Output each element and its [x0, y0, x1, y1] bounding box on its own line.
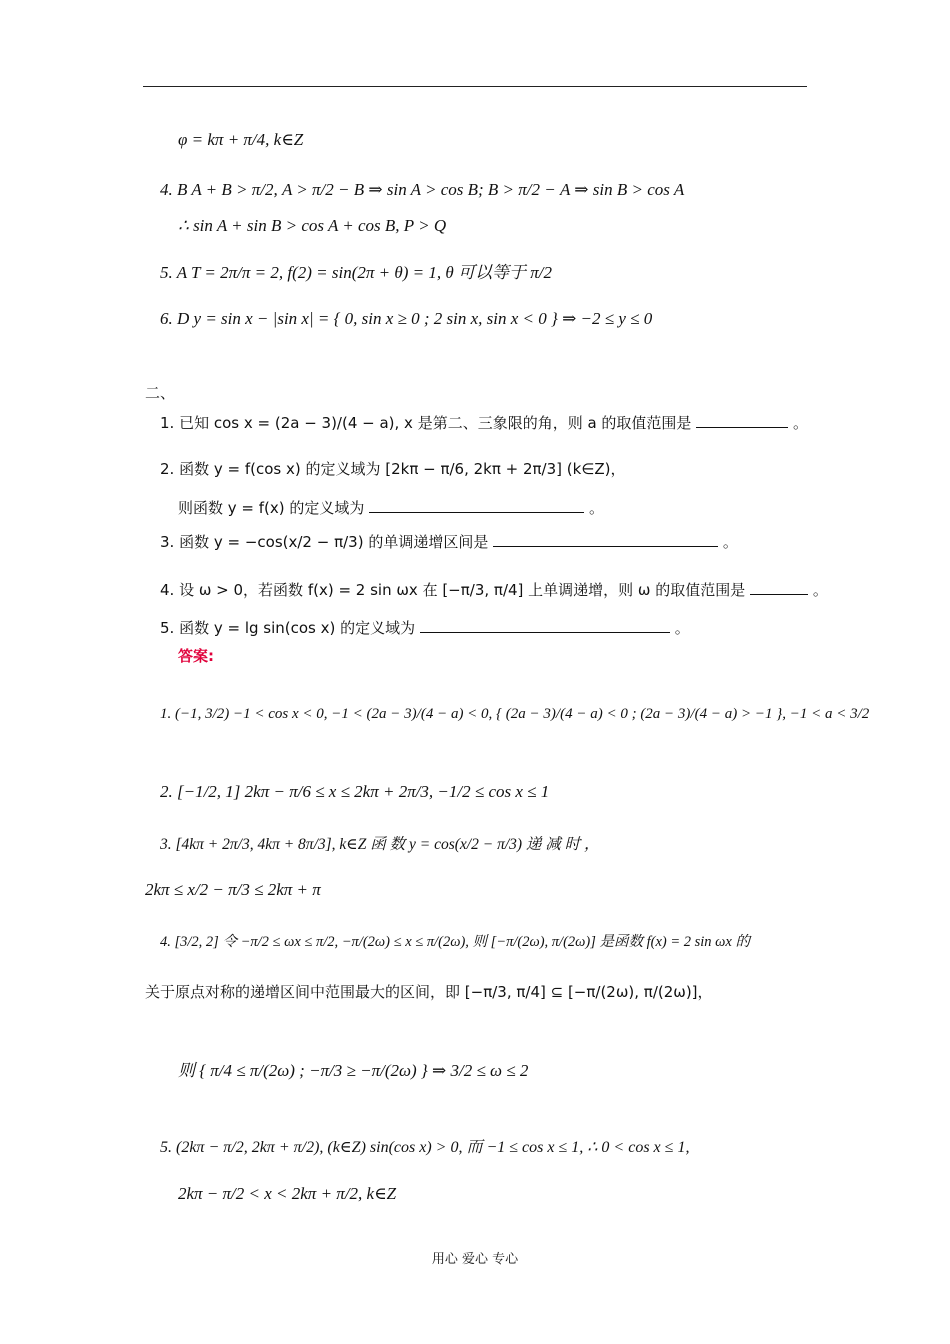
question-4-blank[interactable] — [750, 580, 808, 595]
question-5-text: 5. 函数 y = lg sin(cos x) 的定义域为 — [160, 619, 416, 637]
answer-2: 2. [−1/2, 1] 2kπ − π/6 ≤ x ≤ 2kπ + 2π/3, −1/2 ≤ cos x ≤ 1 — [160, 782, 550, 801]
question-5-period: 。 — [674, 619, 690, 637]
answer-4: 4. [3/2, 2] 令 −π/2 ≤ ωx ≤ π/2, −π/(2ω) ≤ x ≤ π/(2ω), 则 [−π/(2ω), π/(2ω)] 是函数 f(x) = 2 sin ωx 的 — [160, 934, 750, 950]
prev-answer-4: 4. B A + B > π/2, A > π/2 − B ⇒ sin A > cos B; B > π/2 − A ⇒ sin B > cos A — [160, 180, 685, 199]
prev-answer-5: 5. A T = 2π/π = 2, f(2) = sin(2π + θ) = 1, θ 可以等于 π/2 — [160, 263, 552, 282]
question-3-blank[interactable] — [493, 532, 718, 547]
answers-title: 答案: — [178, 647, 214, 665]
question-2-followup-text: 则函数 y = f(x) 的定义域为 — [178, 499, 365, 517]
question-4-text: 4. 设 ω > 0，若函数 f(x) = 2 sin ωx 在 [−π/3, π/4] 上单调递增，则 ω 的取值范围是 — [160, 581, 746, 599]
answer-3-continued: 2kπ ≤ x/2 − π/3 ≤ 2kπ + π — [145, 880, 321, 899]
answer-4-conclusion: 则 { π/4 ≤ π/(2ω) ; −π/3 ≥ −π/(2ω) } ⇒ 3/2 ≤ ω ≤ 2 — [178, 1061, 529, 1080]
section-2-heading: 二、 — [145, 384, 176, 402]
question-1 — [160, 412, 808, 433]
answer-5-continued: 2kπ − π/2 < x < 2kπ + π/2, k∈Z — [178, 1184, 397, 1203]
question-3-text: 3. 函数 y = −cos(x/2 − π/3) 的单调递增区间是 — [160, 533, 489, 551]
question-2: 2. 函数 y = f(cos x) 的定义域为 [2kπ − π/6, 2kπ + 2π/3] (k∈Z)， — [160, 460, 626, 478]
answer-4-continued: 关于原点对称的递增区间中范围最大的区间，即 [−π/3, π/4] ⊆ [−π/(2ω), π/(2ω)]， — [145, 983, 713, 1001]
prev-answer-4-conclusion: ∴ sin A + sin B > cos A + cos B, P > Q — [178, 216, 447, 235]
question-4-period: 。 — [812, 581, 828, 599]
answer-3: 3. [4kπ + 2π/3, 4kπ + 8π/3], k∈Z 函 数 y = cos(x/2 − π/3) 递 减 时 ， — [160, 836, 600, 853]
prev-answer-6: 6. D y = sin x − |sin x| = { 0, sin x ≥ 0 ; 2 sin x, sin x < 0 } ⇒ −2 ≤ y ≤ 0 — [160, 309, 653, 328]
answer-1: 1. (−1, 3/2) −1 < cos x < 0, −1 < (2a − 3)/(4 − a) < 0, { (2a − 3)/(4 − a) < 0 ; (2a − 3)/(4 − a) > −1 }, −1 < a < 3/2 — [160, 706, 870, 722]
question-4 — [160, 579, 828, 600]
question-3 — [160, 531, 738, 552]
question-2-period: 。 — [588, 499, 604, 517]
question-5 — [160, 617, 690, 638]
question-1-text: 1. 已知 cos x = (2a − 3)/(4 − a), x 是第二、三象限的角，则 a 的取值范围是 — [160, 414, 692, 432]
question-5-blank[interactable] — [420, 618, 670, 633]
answer-5: 5. (2kπ − π/2, 2kπ + π/2), (k∈Z) sin(cos x) > 0, 而 −1 ≤ cos x ≤ 1, ∴ 0 < cos x ≤ 1, — [160, 1139, 690, 1156]
question-1-blank[interactable] — [696, 413, 788, 428]
header-rule — [143, 86, 807, 87]
prev-line-phi: φ = kπ + π/4, k∈Z — [178, 130, 304, 149]
question-2-followup — [178, 497, 604, 518]
question-3-period: 。 — [722, 533, 738, 551]
page-footer: 用心 爱心 专心 — [431, 1252, 519, 1267]
question-1-period: 。 — [793, 414, 809, 432]
question-2-blank[interactable] — [369, 498, 584, 513]
